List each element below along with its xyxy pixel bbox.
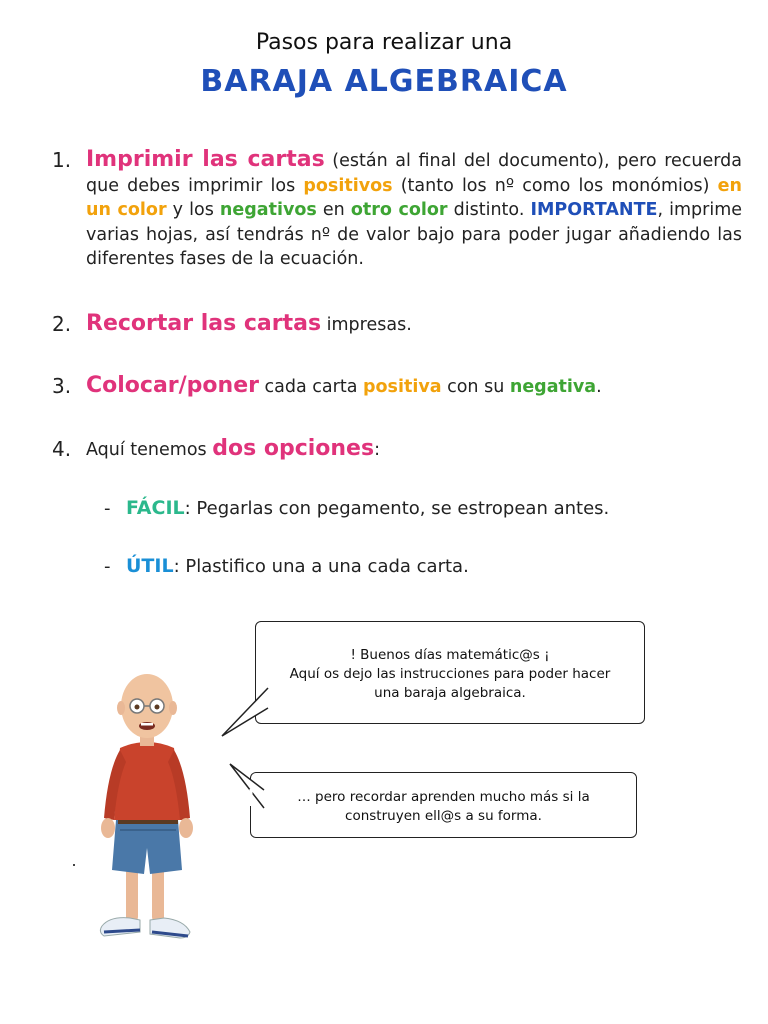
step-heading: Imprimir las cartas: [86, 147, 325, 172]
speech-bubble-greeting: [255, 621, 645, 724]
option-label: FÁCIL: [126, 497, 185, 519]
step-3: [52, 374, 742, 400]
bubble-line: … pero recordar aprenden mucho más si la: [297, 789, 590, 805]
keyword-negativa: negativa: [509, 377, 597, 397]
step-text: (están al final del documento), pero recuerda que debes imprimir los: [86, 151, 742, 196]
step-text: cada carta: [258, 377, 363, 397]
step-heading: dos opciones: [212, 436, 375, 461]
step-body: [86, 312, 742, 338]
step-number: 1.: [52, 148, 72, 172]
document-subtitle: Pasos para realizar una: [255, 30, 513, 55]
option-text: : Plastifico una a una cada carta.: [173, 556, 469, 577]
step-text: y los: [166, 200, 220, 220]
document-title: BARAJA ALGEBRAICA: [200, 64, 568, 99]
step-body: [86, 437, 742, 463]
keyword-positivos: positivos: [303, 175, 393, 196]
step-text: , imprime varias hojas, así tendrás nº de valor bajo para poder jugar añadiendo las diferentes fases de la ecuación.: [86, 200, 743, 269]
keyword-positiva: positiva: [362, 377, 442, 397]
step-text: Aquí tenemos: [86, 440, 213, 460]
bubble-line: Aquí os dejo las instrucciones para poder hacer: [289, 666, 611, 682]
step-4: [52, 437, 742, 463]
step-text: (tanto los nº como los monómios): [392, 175, 718, 196]
step-body: [86, 148, 742, 272]
speech-bubble-advice: [250, 772, 637, 838]
keyword-en-un-color: en un color: [86, 175, 742, 220]
step-text: .: [596, 377, 602, 397]
step-number: 3.: [52, 374, 72, 398]
keyword-otro-color: otro color: [350, 200, 448, 220]
step-number: 2.: [52, 312, 72, 336]
step-text: impresas.: [321, 315, 412, 335]
bubble-line: una baraja algebraica.: [374, 685, 526, 701]
teacher-avatar-icon: [90, 670, 205, 970]
option-facil: [104, 497, 609, 519]
bullet-dash: -: [104, 498, 111, 519]
step-body: [86, 374, 742, 400]
step-text: distinto.: [447, 200, 531, 220]
step-heading: Recortar las cartas: [86, 311, 322, 336]
bubble-line: ! Buenos días matemátic@s ¡: [350, 647, 550, 663]
bullet-dash: -: [104, 556, 111, 577]
step-number: 4.: [52, 437, 72, 461]
option-util: [104, 555, 469, 577]
stray-dot: [73, 864, 75, 866]
step-text: en: [316, 200, 351, 220]
step-heading: Colocar/poner: [86, 373, 259, 398]
step-1: [52, 148, 742, 272]
bubble-line: construyen ell@s a su forma.: [345, 808, 542, 824]
option-label: ÚTIL: [126, 555, 174, 577]
keyword-importante: IMPORTANTE: [530, 200, 658, 220]
step-text: con su: [441, 377, 510, 397]
keyword-negativos: negativos: [219, 200, 317, 220]
option-text: : Pegarlas con pegamento, se estropean antes.: [184, 498, 610, 519]
step-text: :: [374, 440, 380, 460]
step-2: [52, 312, 742, 338]
